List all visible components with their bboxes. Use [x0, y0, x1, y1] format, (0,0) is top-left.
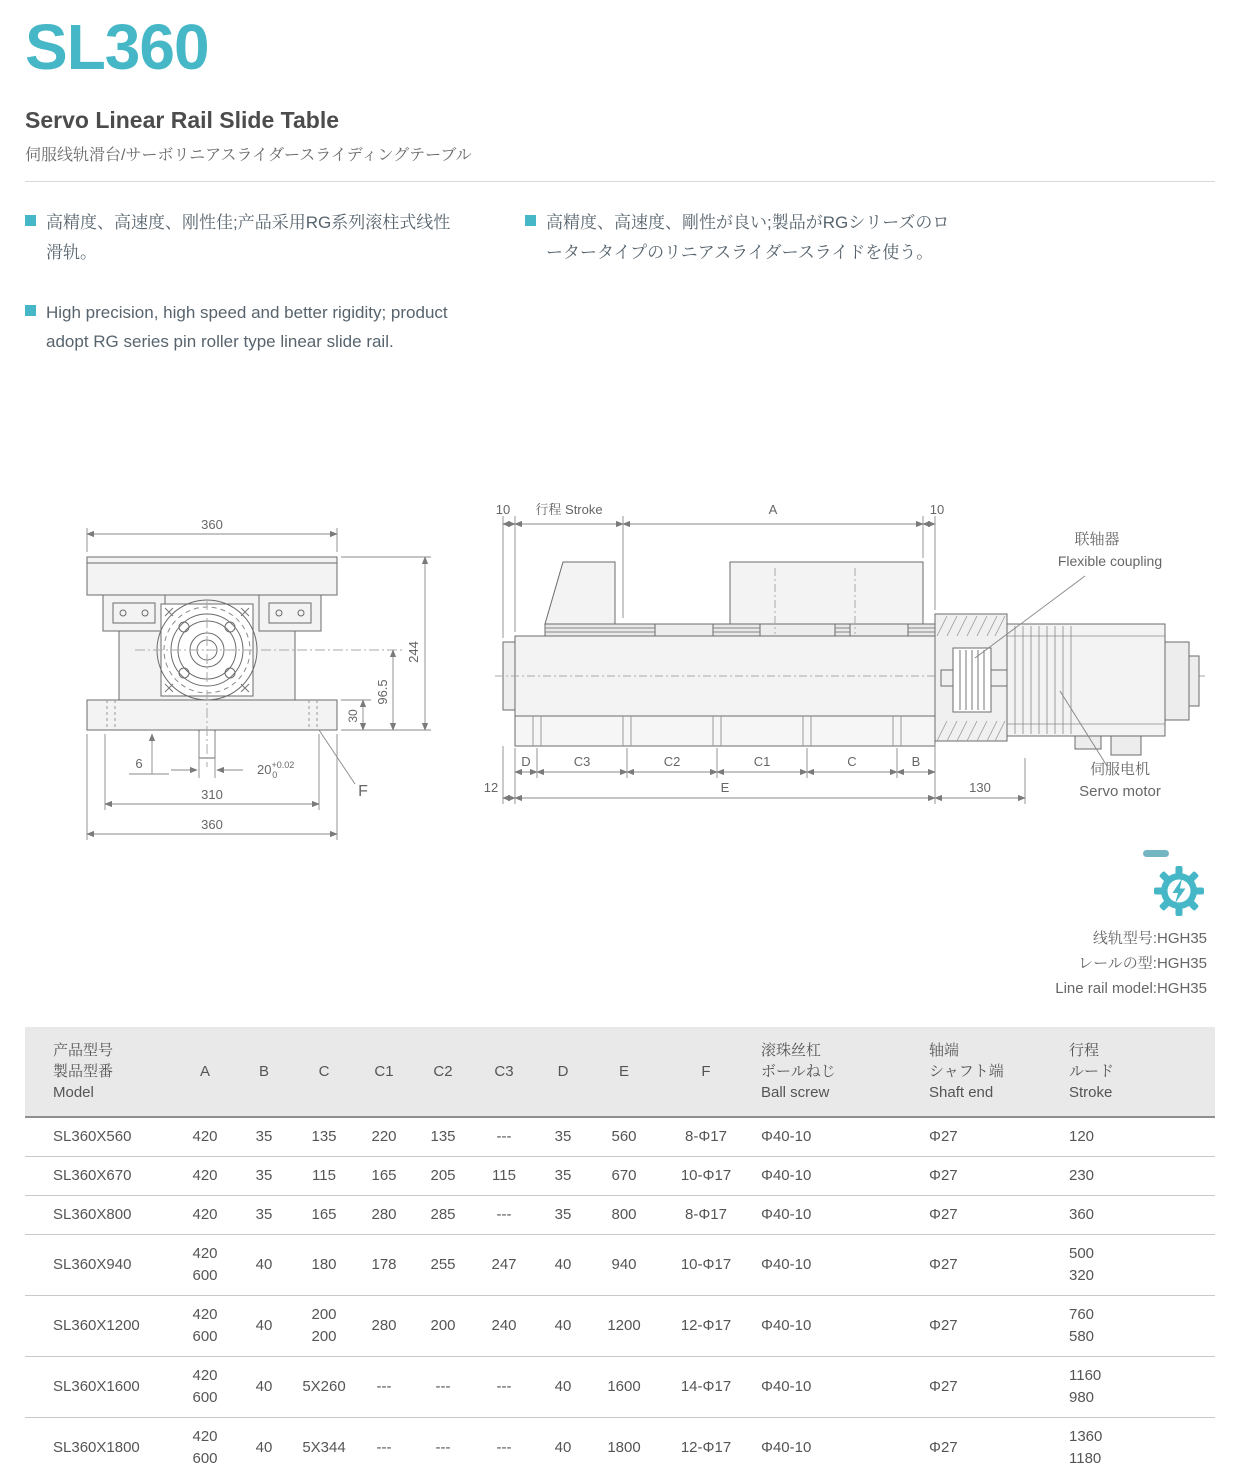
spec-cell: 35: [255, 1128, 273, 1146]
spec-cell: Φ40-10: [761, 1256, 812, 1274]
spec-cell: 35: [255, 1206, 273, 1224]
front-view-drawing: [57, 482, 457, 872]
spec-table-body: [25, 1117, 1215, 1478]
sv-label-b: B: [911, 754, 921, 770]
spec-cell: 1360 1180: [1069, 1428, 1103, 1468]
spec-cell: 247: [491, 1256, 517, 1274]
spec-cell: 40: [255, 1317, 273, 1335]
spec-cell: 180: [311, 1256, 337, 1274]
spec-cell: 420: [192, 1167, 218, 1185]
column-header: 滚珠丝杠 ボールねじ Ball screw: [755, 1027, 923, 1117]
spec-table-section: [25, 1027, 1215, 1478]
model-cell: SL360X1800: [53, 1439, 140, 1457]
feature-text-ja: 高精度、高速度、剛性が良い;製品がRGシリーズのロータータイプのリニアスライダースライドを使う。: [546, 213, 950, 262]
spec-cell: 165: [371, 1167, 397, 1185]
fv-dim-flange: 30: [346, 709, 360, 723]
spec-cell: 560: [611, 1128, 637, 1146]
sv-label-c3: C3: [573, 754, 591, 770]
column-header: 行程 ルード Stroke: [1063, 1027, 1215, 1117]
header-row: [25, 1027, 1215, 1117]
spec-cell: 40: [255, 1256, 273, 1274]
spec-cell: ---: [376, 1439, 392, 1457]
rail-model-text: [1055, 927, 1207, 1001]
fv-dim-step: 6: [135, 756, 143, 772]
spec-cell: 135: [430, 1128, 456, 1146]
spec-cell: 200 200: [311, 1306, 337, 1346]
spec-cell: 12-Φ17: [680, 1439, 732, 1457]
spec-cell: Φ27: [929, 1206, 958, 1224]
fv-dim-height: 244: [406, 641, 421, 664]
spec-cell: 500 320: [1069, 1245, 1095, 1285]
spec-cell: 178: [371, 1256, 397, 1274]
features-col-left: [25, 208, 490, 387]
model-cell: SL360X1600: [53, 1378, 140, 1396]
spec-cell: 360: [1069, 1206, 1095, 1224]
sv-label-c2: C2: [663, 754, 681, 770]
spec-cell: 12-Φ17: [680, 1317, 732, 1335]
spec-cell: 40: [255, 1439, 273, 1457]
spec-cell: 280: [371, 1206, 397, 1224]
spec-cell: 200: [430, 1317, 456, 1335]
spec-cell: 1600: [607, 1378, 641, 1396]
column-header: D: [535, 1027, 591, 1117]
spec-cell: 240: [491, 1317, 517, 1335]
model-cell: SL360X800: [53, 1206, 132, 1224]
column-header: A: [175, 1027, 235, 1117]
spec-cell: 230: [1069, 1167, 1095, 1185]
model-cell: SL360X670: [53, 1167, 132, 1185]
spec-cell: 280: [371, 1317, 397, 1335]
sv-label-e: E: [720, 780, 730, 796]
page-subtitle: Servo Linear Rail Slide Table: [25, 107, 340, 134]
sv-dim-left-gap: 10: [495, 502, 511, 518]
table-row: [25, 1235, 1215, 1296]
column-header: C3: [473, 1027, 535, 1117]
fv-dim-top-width: 360: [201, 517, 223, 533]
rail-model-block: [25, 850, 1215, 1001]
spec-cell: 1160 980: [1069, 1367, 1102, 1407]
sv-coupling-label-en: Flexible coupling: [1057, 553, 1163, 570]
spec-cell: 40: [255, 1378, 273, 1396]
spec-cell: ---: [496, 1206, 512, 1224]
spec-cell: ---: [496, 1439, 512, 1457]
fv-dim-base-width: 360: [201, 817, 223, 833]
spec-cell: 5X260: [302, 1378, 346, 1396]
divider: [25, 181, 1215, 182]
spec-cell: 35: [554, 1206, 572, 1224]
spec-cell: 14-Φ17: [680, 1378, 732, 1396]
spec-cell: ---: [496, 1378, 512, 1396]
spec-cell: 220: [371, 1128, 397, 1146]
fv-dim-key: $20^{+0.02}$ 0: [257, 760, 295, 781]
spec-cell: Φ40-10: [761, 1439, 812, 1457]
sv-dim-left-offset: 12: [483, 780, 499, 796]
sv-label-a: A: [768, 502, 778, 518]
column-header: B: [235, 1027, 293, 1117]
spec-cell: ---: [435, 1378, 451, 1396]
spec-cell: 135: [311, 1128, 337, 1146]
spec-cell: 35: [554, 1128, 572, 1146]
sv-label-stroke: 行程 Stroke: [535, 502, 603, 518]
spec-cell: 10-Φ17: [680, 1167, 732, 1185]
bullet-square-icon: [25, 305, 36, 316]
spec-cell: 420 600: [192, 1367, 218, 1407]
spec-cell: 5X344: [302, 1439, 346, 1457]
column-header: 产品型号 製品型番 Model: [25, 1027, 175, 1117]
bullet-square-icon: [25, 215, 36, 226]
table-row: [25, 1357, 1215, 1418]
table-row: [25, 1418, 1215, 1478]
column-header: 轴端 シャフト端 Shaft end: [923, 1027, 1063, 1117]
feature-text-zh: 高精度、高速度、刚性佳;产品采用RG系列滚柱式线性滑轨。: [46, 213, 451, 262]
spec-cell: 165: [311, 1206, 337, 1224]
spec-cell: 120: [1069, 1128, 1095, 1146]
spec-cell: 8-Φ17: [685, 1206, 727, 1224]
rail-model-ja: レールの型:HGH35: [1078, 954, 1207, 972]
spec-cell: 420: [192, 1128, 218, 1146]
spec-table: [25, 1027, 1215, 1478]
column-header: E: [591, 1027, 657, 1117]
spec-cell: ---: [376, 1378, 392, 1396]
feature-item-zh: [25, 208, 490, 268]
column-header: F: [657, 1027, 755, 1117]
sv-label-c1: C1: [753, 754, 771, 770]
table-row: [25, 1117, 1215, 1157]
gear-bolt-icon: [1151, 863, 1207, 919]
spec-cell: 40: [554, 1378, 572, 1396]
sv-label-c: C: [847, 754, 857, 770]
spec-cell: Φ40-10: [761, 1128, 812, 1146]
page-title: SL360: [25, 11, 209, 83]
spec-cell: Φ27: [929, 1128, 958, 1146]
spec-cell: Φ40-10: [761, 1378, 812, 1396]
side-view-drawing: [475, 486, 1215, 826]
sv-coupling-label-zh: 联轴器: [1074, 531, 1120, 549]
spec-cell: 8-Φ17: [685, 1128, 727, 1146]
model-cell: SL360X940: [53, 1256, 132, 1274]
rail-model-zh: 线轨型号:HGH35: [1092, 930, 1207, 948]
bullet-square-icon: [525, 215, 536, 226]
spec-cell: 1800: [607, 1439, 641, 1457]
spec-cell: 115: [312, 1167, 336, 1185]
spec-cell: 35: [554, 1167, 572, 1185]
column-header: C2: [413, 1027, 473, 1117]
spec-cell: 420 600: [192, 1306, 218, 1346]
spec-cell: 420 600: [192, 1428, 218, 1468]
spec-cell: Φ27: [929, 1378, 958, 1396]
cropped-graphic: [1143, 850, 1169, 857]
features-list: [25, 208, 1215, 387]
spec-cell: 420: [192, 1206, 218, 1224]
page-subtitle-cjk: 伺服线轨滑台/サーボリニアスライダースライディングテーブル: [25, 147, 472, 165]
technical-drawings: [25, 482, 1215, 872]
spec-cell: 40: [554, 1256, 572, 1274]
sv-label-d: D: [521, 754, 531, 770]
spec-table-head: [25, 1027, 1215, 1117]
rail-model-en: Line rail model:HGH35: [1055, 979, 1207, 997]
spec-cell: 115: [492, 1167, 516, 1185]
spec-cell: 800: [611, 1206, 637, 1224]
features-col-right: [525, 208, 1215, 387]
sv-dim-motor: 130: [969, 780, 991, 796]
feature-item-en: [25, 298, 490, 358]
spec-cell: 940: [611, 1256, 637, 1274]
spec-cell: ---: [435, 1439, 451, 1457]
fv-label-f: F: [358, 783, 368, 801]
spec-cell: 40: [554, 1317, 572, 1335]
table-row: [25, 1157, 1215, 1196]
table-row: [25, 1196, 1215, 1235]
column-header: C1: [355, 1027, 413, 1117]
model-cell: SL360X560: [53, 1128, 132, 1146]
sv-motor-label-zh: 伺服电机: [1089, 761, 1151, 779]
column-header: C: [293, 1027, 355, 1117]
spec-cell: 670: [611, 1167, 637, 1185]
spec-cell: Φ27: [929, 1167, 958, 1185]
spec-cell: ---: [496, 1128, 512, 1146]
spec-cell: Φ27: [929, 1317, 958, 1335]
spec-cell: Φ40-10: [761, 1317, 812, 1335]
feature-item-ja: [525, 208, 1215, 268]
spec-cell: 285: [430, 1206, 456, 1224]
spec-cell: Φ40-10: [761, 1206, 812, 1224]
spec-cell: Φ40-10: [761, 1167, 812, 1185]
spec-cell: 760 580: [1069, 1306, 1095, 1346]
fv-dim-bolt-span: 310: [201, 787, 223, 803]
spec-cell: 1200: [607, 1317, 641, 1335]
fv-dim-center-height: 96.5: [375, 679, 390, 705]
spec-cell: 40: [554, 1439, 572, 1457]
spec-cell: 205: [430, 1167, 456, 1185]
sv-dim-right-gap: 10: [929, 502, 945, 518]
spec-cell: 420 600: [192, 1245, 218, 1285]
spec-cell: 35: [255, 1167, 273, 1185]
model-cell: SL360X1200: [53, 1317, 140, 1335]
feature-text-en: High precision, high speed and better rigidity; product adopt RG series pin roller type linear slide rail.: [46, 302, 448, 352]
table-row: [25, 1296, 1215, 1357]
spec-cell: 10-Φ17: [680, 1256, 732, 1274]
sv-motor-label-en: Servo motor: [1079, 783, 1161, 801]
spec-cell: Φ27: [929, 1256, 958, 1274]
spec-cell: Φ27: [929, 1439, 958, 1457]
spec-cell: 255: [430, 1256, 456, 1274]
